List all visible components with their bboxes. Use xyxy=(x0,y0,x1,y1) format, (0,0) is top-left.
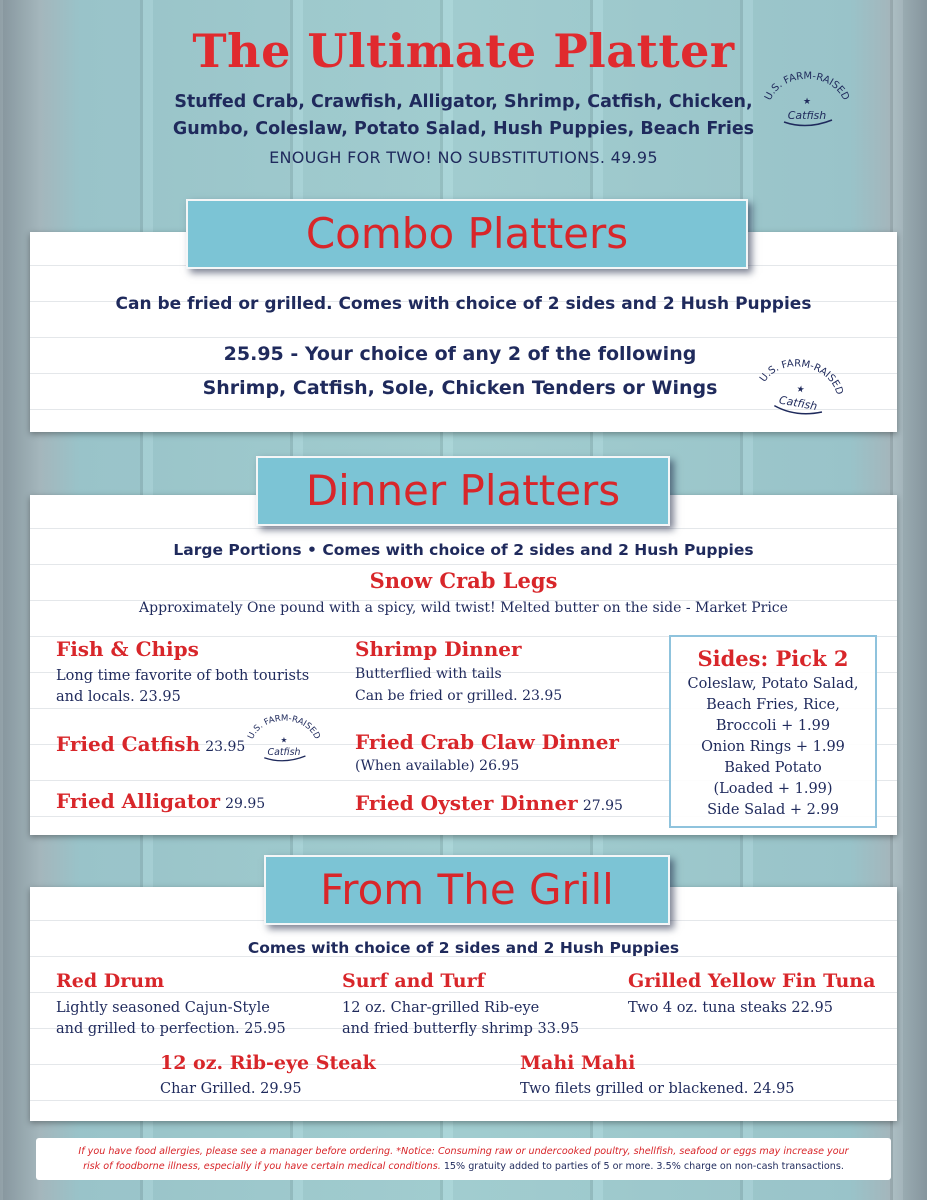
dinner-platters-title: Dinner Platters xyxy=(305,466,621,515)
fish-chips-title: Fish & Chips xyxy=(56,637,199,661)
svg-text:U.S. FARM-RAISED: U.S. FARM-RAISED xyxy=(757,358,845,397)
fried-alligator-title: Fried Alligator xyxy=(56,789,221,813)
surf-turf-desc-1: 12 oz. Char-grilled Rib-eye xyxy=(342,1000,540,1016)
fried-alligator-price: 29.95 xyxy=(225,796,266,812)
tuna-desc: Two 4 oz. tuna steaks 22.95 xyxy=(628,1000,833,1016)
ribeye-title: 12 oz. Rib-eye Steak xyxy=(160,1052,376,1074)
fried-alligator-item xyxy=(56,789,265,813)
crab-claw-desc: (When available) 26.95 xyxy=(355,758,520,774)
dinner-catfish-seal-icon xyxy=(244,708,324,768)
ultimate-platter-title: The Ultimate Platter xyxy=(192,24,735,78)
svg-text:U.S. FARM-RAISED: U.S. FARM-RAISED xyxy=(246,713,322,741)
sides-line: Broccoli + 1.99 xyxy=(715,718,831,734)
dinner-platters-banner xyxy=(256,456,670,526)
ultimate-platter-line-2: Gumbo, Coleslaw, Potato Salad, Hush Puppies, Beach Fries xyxy=(172,119,755,139)
grill-note: Comes with choice of 2 sides and 2 Hush Puppies xyxy=(247,939,680,957)
ultimate-platter-line-1: Stuffed Crab, Crawfish, Alligator, Shrimp, Catfish, Chicken, xyxy=(174,92,753,112)
svg-text:★: ★ xyxy=(280,735,288,745)
mahi-title: Mahi Mahi xyxy=(520,1052,636,1074)
sides-line: Beach Fries, Rice, xyxy=(706,697,840,713)
fried-catfish-item xyxy=(56,732,245,756)
fried-catfish-price: 23.95 xyxy=(205,739,246,755)
footer-fees: 15% gratuity added to parties of 5 or more. 3.5% charge on non-cash transactions. xyxy=(440,1161,844,1172)
fried-oyster-price: 27.95 xyxy=(582,798,623,814)
grill-banner xyxy=(264,855,670,925)
ribeye-desc: Char Grilled. 29.95 xyxy=(160,1081,302,1097)
combo-line-2: Shrimp, Catfish, Sole, Chicken Tenders or Wings xyxy=(202,377,718,399)
ultimate-platter-line-3: ENOUGH FOR TWO! NO SUBSTITUTIONS. 49.95 xyxy=(269,148,658,167)
seal-star: ★ xyxy=(802,97,812,107)
fish-chips-desc-2: and locals. 23.95 xyxy=(56,689,181,705)
red-drum-title: Red Drum xyxy=(56,970,165,992)
footer-warning-1: If you have food allergies, please see a manager before ordering. *Notice: Consuming raw or undercooked poultry, shellfish, seafood or eggs may increase your xyxy=(78,1146,849,1157)
fried-oyster-title: Fried Oyster Dinner xyxy=(355,791,578,815)
dinner-note: Large Portions • Comes with choice of 2 sides and 2 Hush Puppies xyxy=(173,541,754,559)
svg-text:Catfish: Catfish xyxy=(778,393,819,413)
fish-chips-desc-1: Long time favorite of both tourists xyxy=(56,668,310,684)
red-drum-desc-2: and grilled to perfection. 25.95 xyxy=(56,1021,286,1037)
shrimp-dinner-desc-2: Can be fried or grilled. 23.95 xyxy=(355,688,563,704)
crab-claw-title: Fried Crab Claw Dinner xyxy=(355,730,619,754)
mahi-desc: Two filets grilled or blackened. 24.95 xyxy=(520,1081,795,1097)
sides-line: Side Salad + 2.99 xyxy=(707,802,839,818)
surf-turf-title: Surf and Turf xyxy=(342,970,485,992)
seal-bottom-text: Catfish xyxy=(787,109,827,122)
shrimp-dinner-title: Shrimp Dinner xyxy=(355,637,522,661)
combo-platters-title: Combo Platters xyxy=(305,209,629,258)
tuna-title: Grilled Yellow Fin Tuna xyxy=(628,970,876,992)
allergy-footer xyxy=(36,1138,891,1180)
snow-crab-desc: Approximately One pound with a spicy, wild twist! Melted butter on the side - Market Price xyxy=(139,600,788,616)
sides-line: Coleslaw, Potato Salad, xyxy=(687,676,859,692)
fried-catfish-title: Fried Catfish xyxy=(56,732,201,756)
svg-text:★: ★ xyxy=(795,384,806,396)
sides-line: (Loaded + 1.99) xyxy=(713,781,833,797)
shrimp-dinner-desc-1: Butterflied with tails xyxy=(355,666,502,682)
combo-line-1: 25.95 - Your choice of any 2 of the following xyxy=(223,343,697,365)
seal-top-text: U.S. FARM-RAISED xyxy=(762,70,852,103)
snow-crab-title: Snow Crab Legs xyxy=(369,568,558,593)
surf-turf-desc-2: and fried butterfly shrimp 33.95 xyxy=(342,1021,580,1037)
combo-platters-banner xyxy=(186,199,748,269)
fried-oyster-item xyxy=(355,791,623,815)
catfish-seal-icon xyxy=(762,64,852,134)
red-drum-desc-1: Lightly seasoned Cajun-Style xyxy=(56,1000,270,1016)
sides-title: Sides: Pick 2 xyxy=(697,646,849,671)
sides-line: Onion Rings + 1.99 xyxy=(701,739,845,755)
grill-title: From The Grill xyxy=(320,865,614,914)
sides-box xyxy=(669,635,877,828)
footer-warning-2: risk of foodborne illness, especially if you have certain medical conditions. xyxy=(83,1161,441,1172)
svg-text:Catfish: Catfish xyxy=(267,747,301,759)
sides-line: Baked Potato xyxy=(724,760,822,776)
combo-note: Can be fried or grilled. Comes with choice of 2 sides and 2 Hush Puppies xyxy=(115,294,812,314)
